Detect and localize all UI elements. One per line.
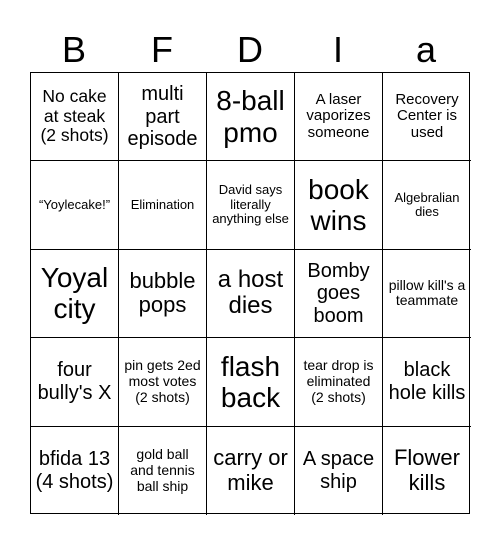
bingo-board [30,72,470,514]
bingo-cell-text: multi part episode [127,83,198,150]
bingo-cell-2[interactable] [119,73,207,161]
bingo-cell-text: a host dies [217,265,284,320]
bingo-cell-text: Elimination [130,196,195,212]
bingo-cell-16[interactable] [31,338,119,426]
bingo-cell-text: black hole kills [388,359,466,404]
bingo-cell-text: Algebralian dies [394,189,460,220]
bingo-cell-24[interactable] [295,427,383,515]
bingo-cell-text: pin gets 2ed most votes (2 shots) [124,357,201,405]
bingo-cell-text: Flower kills [393,445,460,495]
bingo-cell-text: 8-ball pmo [216,85,285,148]
bingo-cell-text: A space ship [302,448,375,493]
bingo-cell-text: bubble pops [129,267,196,318]
bingo-cell-5[interactable] [383,73,471,161]
bingo-cell-6[interactable] [31,161,119,249]
bingo-cell-text: pillow kill's a teammate [388,276,466,309]
bingo-cell-text: No cake at steak (2 shots) [40,86,109,146]
bingo-cell-22[interactable] [119,427,207,515]
header-letter-3: D [237,29,263,70]
bingo-cell-text: David says literally anything else [212,182,289,227]
bingo-cell-8[interactable] [207,161,295,249]
bingo-cell-4[interactable] [295,73,383,161]
header-letter-4: I [332,29,343,70]
header-letter-1: B [61,29,86,70]
bingo-cell-1[interactable] [31,73,119,161]
bingo-cell-text: carry or mike [213,445,288,495]
bingo-cell-25[interactable] [383,427,471,515]
bingo-cell-15[interactable] [383,250,471,338]
bingo-cell-23[interactable] [207,427,295,515]
bingo-header [30,28,470,72]
header-letter-5: a [415,29,437,70]
bingo-cell-text: Bomby goes boom [307,259,370,327]
bingo-cell-text: Yoyal city [40,262,109,325]
bingo-cell-10[interactable] [383,161,471,249]
bingo-cell-text: four bully's X [37,359,112,404]
bingo-cell-text: tear drop is eliminated (2 shots) [303,357,374,405]
bingo-cell-11[interactable] [31,250,119,338]
bingo-cell-3[interactable] [207,73,295,161]
bingo-cell-9[interactable] [295,161,383,249]
bingo-cell-13[interactable] [207,250,295,338]
bingo-cell-18[interactable] [207,338,295,426]
bingo-cell-text: gold ball and tennis ball ship [130,446,195,494]
bingo-cell-text: bfida 13 (4 shots) [35,448,114,493]
bingo-cell-20[interactable] [383,338,471,426]
bingo-cell-text: book wins [308,173,369,237]
bingo-cell-text: A laser vaporizes someone [306,90,371,142]
bingo-cell-12[interactable] [119,250,207,338]
bingo-cell-7[interactable] [119,161,207,249]
bingo-cell-19[interactable] [295,338,383,426]
bingo-cell-14[interactable] [295,250,383,338]
bingo-cell-17[interactable] [119,338,207,426]
bingo-cell-text: flash back [220,350,281,413]
header-letter-2: F [151,29,173,70]
bingo-cell-21[interactable] [31,427,119,515]
bingo-cell-text: “Yoylecake!” [38,196,111,212]
bingo-cell-text: Recovery Center is used [395,90,459,142]
